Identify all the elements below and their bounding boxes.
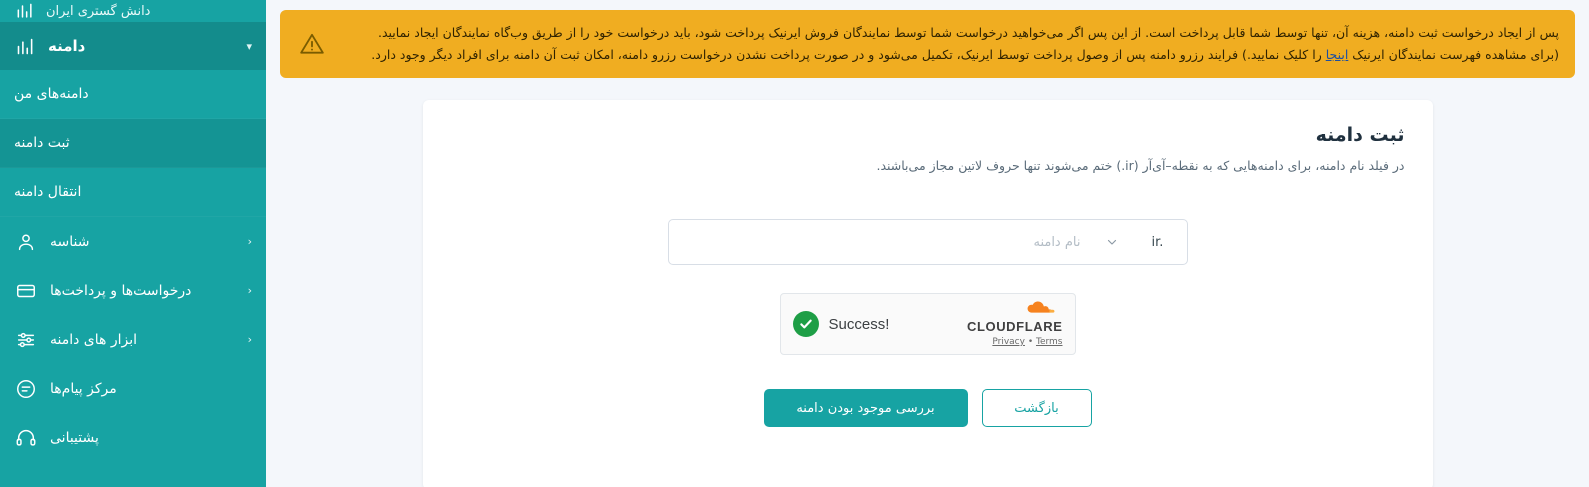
alert-line-2-after: را کلیک نمایید.) فرایند رزرو دامنه پس از وصول پرداخت توسط ایرنیک، تکمیل می‌شود و در صورت پرداخت نشدن درخواست رزرو دامنه، امکان ثبت آن دامنه برای افراد دیگر وجود دارد. — [371, 47, 1326, 62]
alert-line-1: پس از ایجاد درخواست ثبت دامنه، هزینه آن، تنها توسط شما قابل پرداخت است. از این پس اگر می‌خواهید درخواست شما توسط نمایندگان فروش ایرنیک پرداخت شود، باید درخواست خود را از طریق وب‌گاه نمایندگان ایجاد نمایید. — [377, 25, 1559, 41]
sidebar-item-label: شناسه — [50, 233, 90, 250]
brand-label: دانش گستری ایران — [46, 3, 151, 19]
menu-item-group — [14, 279, 191, 303]
chevron-down-icon: ▾ — [246, 39, 252, 53]
alert-line-2 — [340, 44, 1559, 66]
sidebar-item-support[interactable] — [0, 413, 266, 462]
chevron-left-icon: ‹ — [247, 284, 252, 297]
alert-line-2-before: (برای مشاهده فهرست نمایندگان ایرنیک — [1348, 47, 1559, 62]
check-availability-button[interactable]: بررسی موجود بودن دامنه — [764, 389, 968, 427]
user-icon — [14, 230, 38, 254]
warning-alert — [280, 10, 1575, 78]
sidebar-item-register-domain[interactable] — [0, 119, 266, 168]
page-title: ثبت دامنه — [1315, 124, 1405, 146]
section-label-group — [14, 35, 85, 57]
sliders-icon — [14, 328, 38, 352]
credit-card-icon — [14, 279, 38, 303]
domain-input-row — [668, 219, 1188, 265]
menu-item-group — [14, 426, 99, 450]
register-domain-card — [423, 100, 1433, 487]
chevron-down-icon[interactable] — [1095, 220, 1129, 264]
warning-triangle-icon — [298, 30, 326, 58]
sidebar-item-requests-payments[interactable] — [0, 266, 266, 315]
link-separator: • — [1024, 337, 1036, 347]
agents-list-link[interactable]: اینجا — [1325, 47, 1349, 62]
alert-text — [340, 22, 1559, 66]
tld-label: ir. — [1151, 234, 1164, 250]
sidebar-item-label: ابزار های دامنه — [50, 331, 138, 348]
cloudflare-turnstile-widget[interactable] — [780, 293, 1076, 355]
chart-bar-icon — [14, 35, 36, 57]
chevron-left-icon: ‹ — [247, 333, 252, 346]
domain-name-input[interactable] — [669, 220, 1095, 264]
sidebar-item-label: پشتیبانی — [50, 429, 99, 446]
turnstile-status-label: Success! — [828, 315, 890, 333]
chart-logo-icon — [14, 0, 36, 22]
sidebar-item-label: دامنه‌های من — [14, 86, 89, 102]
chevron-left-icon: ‹ — [247, 235, 252, 248]
message-icon — [14, 377, 38, 401]
sidebar-item-identity[interactable] — [0, 217, 266, 266]
brand — [0, 0, 266, 22]
sidebar-item-transfer-domain[interactable] — [0, 168, 266, 217]
sidebar — [0, 0, 266, 487]
sidebar-section-label: دامنه — [48, 37, 86, 55]
headset-icon — [14, 426, 38, 450]
sidebar-item-message-center[interactable] — [0, 364, 266, 413]
card-actions — [668, 389, 1188, 427]
cloudflare-wordmark: CLOUDFLARE — [966, 318, 1063, 334]
main-content — [266, 0, 1589, 487]
sidebar-item-label: ثبت دامنه — [14, 135, 70, 151]
sidebar-item-label: درخواست‌ها و پرداخت‌ها — [50, 282, 192, 299]
sidebar-item-label: انتقال دامنه — [14, 184, 82, 200]
back-button[interactable]: بازگشت — [982, 389, 1092, 427]
menu-item-group — [14, 328, 137, 352]
sidebar-item-domain-tools[interactable] — [0, 315, 266, 364]
page-subtitle: در فیلد نام دامنه، برای دامنه‌هایی که به نقطه–آی‌آر (ir.) ختم می‌شوند تنها حروف لاتین مجاز می‌باشند. — [876, 158, 1405, 173]
privacy-link[interactable]: Privacy — [992, 337, 1025, 347]
sidebar-item-my-domains[interactable] — [0, 70, 266, 119]
turnstile-status — [793, 311, 890, 337]
check-circle-icon — [793, 311, 819, 337]
turnstile-links — [992, 338, 1062, 348]
menu-item-group — [14, 230, 89, 254]
menu-item-group — [14, 377, 117, 401]
terms-link[interactable]: Terms — [1035, 337, 1063, 347]
cloudflare-branding — [967, 300, 1063, 348]
sidebar-item-label: مرکز پیام‌ها — [50, 380, 117, 397]
cloudflare-cloud-icon — [1021, 300, 1063, 320]
sidebar-section-domain[interactable] — [0, 22, 266, 70]
